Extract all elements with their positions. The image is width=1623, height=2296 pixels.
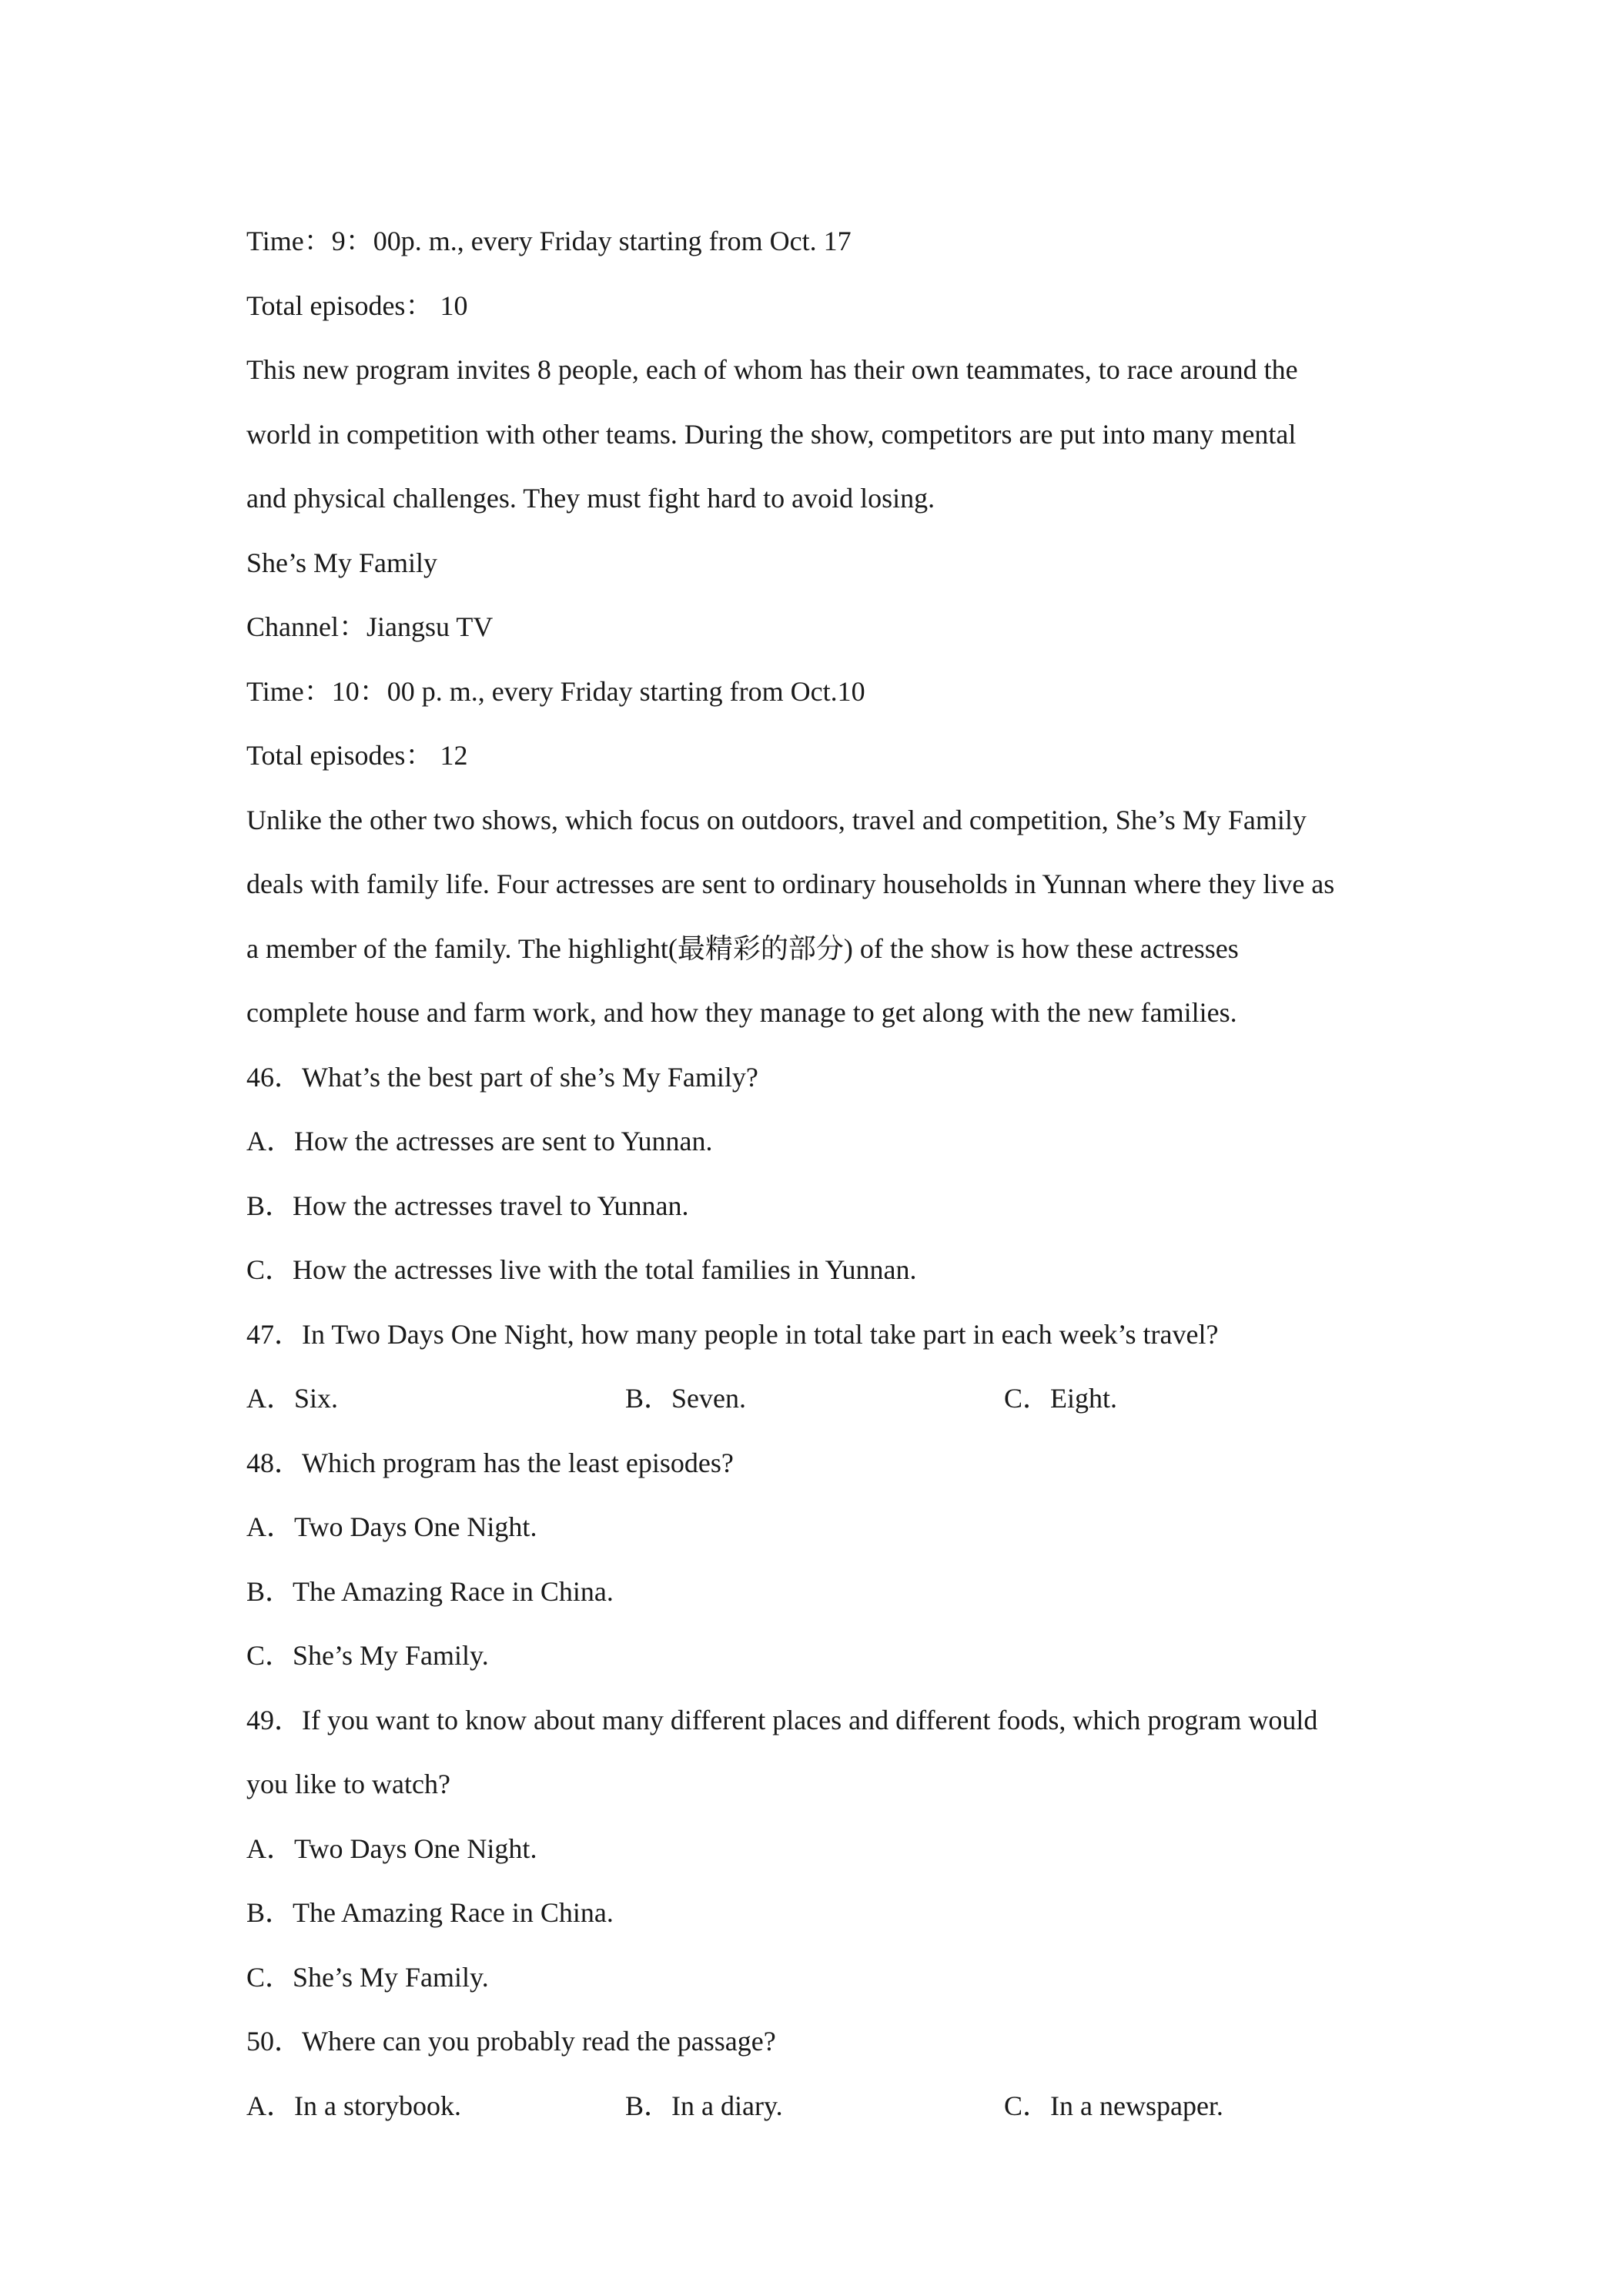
program-channel: Channel：Jiangsu TV	[246, 611, 494, 642]
question-50: 50．Where can you probably read the passage?	[246, 2026, 776, 2057]
question-49-continued: you like to watch?	[246, 1769, 450, 1799]
option-46-c: C．How the actresses live with the total families in Yunnan.	[246, 1254, 917, 1285]
option-50-c: C．In a newspaper.	[1004, 2090, 1223, 2121]
option-49-c: C．She’s My Family.	[246, 1961, 489, 1993]
option-49-a: A．Two Days One Night.	[246, 1832, 537, 1864]
option-47-b: B．Seven.	[625, 1383, 746, 1414]
options-row-50	[246, 2074, 1386, 2139]
program-description-line: world in competition with other teams. During the show, competitors are put into many mental	[246, 418, 1297, 450]
program-time: Time：9：00p. m., every Friday starting from Oct. 17	[246, 226, 852, 256]
option-46-b: B．How the actresses travel to Yunnan.	[246, 1190, 689, 1221]
option-46-a: A．How the actresses are sent to Yunnan.	[246, 1126, 713, 1156]
question-48: 48．Which program has the least episodes?	[246, 1447, 734, 1478]
option-49-b: B．The Amazing Race in China.	[246, 1897, 614, 1928]
program-time: Time：10：00 p. m., every Friday starting from Oct.10	[246, 675, 865, 707]
program-description-line: and physical challenges. They must fight hard to avoid losing.	[246, 483, 935, 514]
question-47: 47．In Two Days One Night, how many people in total take part in each week’s travel?	[246, 1318, 1219, 1350]
option-47-c: C．Eight.	[1004, 1383, 1118, 1414]
program-description-line: complete house and farm work, and how they manage to get along with the new families.	[246, 997, 1237, 1028]
program-title: She’s My Family	[246, 547, 438, 578]
option-48-c: C．She’s My Family.	[246, 1640, 489, 1671]
option-47-a: A．Six.	[246, 1383, 339, 1414]
option-48-b: B．The Amazing Race in China.	[246, 1575, 614, 1607]
option-50-a: A．In a storybook.	[246, 2090, 461, 2121]
options-row-47	[246, 1367, 1386, 1431]
question-49: 49．If you want to know about many different places and different foods, which program would	[246, 1704, 1318, 1735]
program-episodes: Total episodes： 12	[246, 740, 468, 771]
program-episodes: Total episodes： 10	[246, 290, 468, 321]
program-description-line: This new program invites 8 people, each of whom has their own teammates, to race around the	[246, 354, 1298, 385]
option-48-a: A．Two Days One Night.	[246, 1511, 537, 1542]
question-46: 46．What’s the best part of she’s My Family?	[246, 1061, 758, 1093]
program-description-line: deals with family life. Four actresses are sent to ordinary households in Yunnan where they live as	[246, 869, 1335, 899]
program-description-line: Unlike the other two shows, which focus on outdoors, travel and competition, She’s My Family	[246, 804, 1307, 835]
program-description-line: a member of the family. The highlight(最精彩的部分) of the show is how these actresses	[246, 932, 1239, 964]
document-page	[246, 209, 1386, 2138]
option-50-b: B．In a diary.	[625, 2090, 783, 2121]
